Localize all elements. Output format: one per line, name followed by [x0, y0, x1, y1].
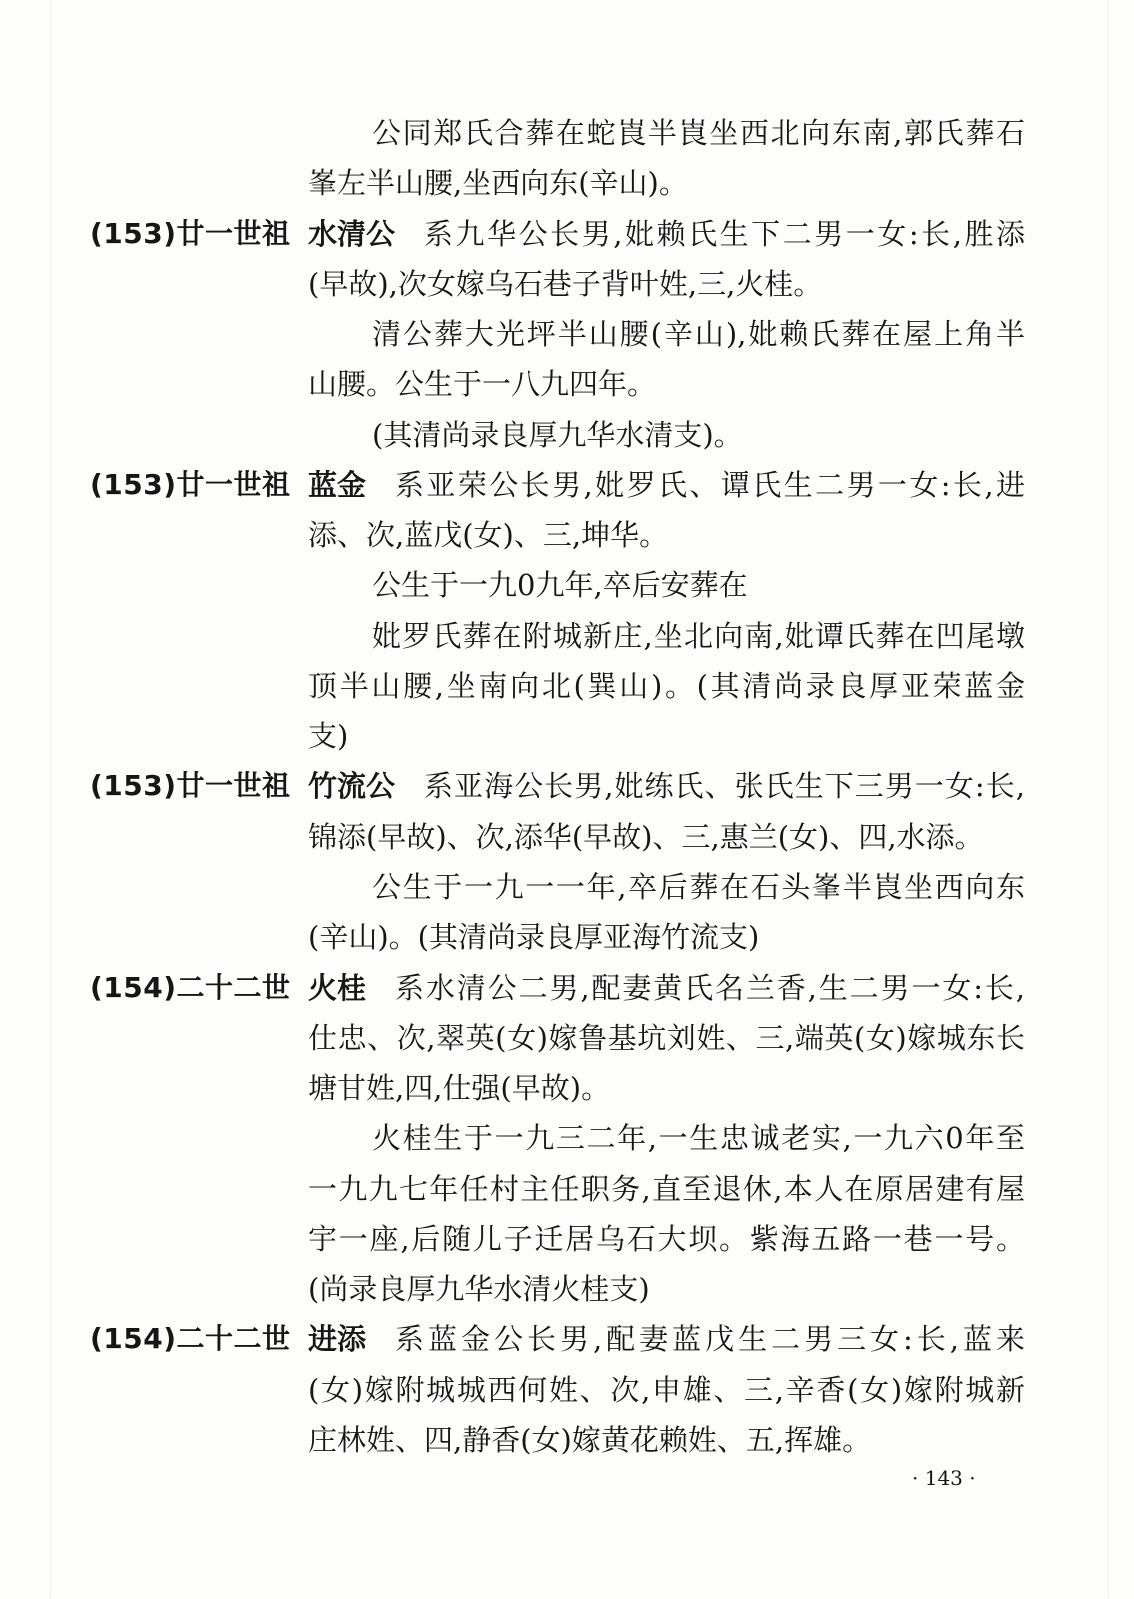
entry-text-line: 锦添(早故)、次,添华(早故)、三,惠兰(女)、四,水添。: [308, 819, 984, 854]
continuation-line: 公同郑氏合葬在蛇崀半崀坐西北向东南,郭氏葬石: [372, 116, 1025, 150]
ancestor-name: 进添: [308, 1322, 367, 1357]
generation-label: (153)廿一世祖: [90, 467, 291, 501]
entry-text-line: 添、次,蓝戊(女)、三,坤华。: [308, 518, 669, 553]
generation-label: (153)廿一世祖: [90, 216, 291, 250]
entry-text-line: 顶半山腰,坐南向北(巽山)。(其清尚录良厚亚荣蓝金: [308, 668, 1025, 703]
entry-text-line: 系水清公二男,配妻黄氏名兰香,生二男一女:长,: [395, 970, 1025, 1005]
entry-text-line: (女)嫁附城城西何姓、次,申雄、三,辛香(女)嫁附城新: [308, 1372, 1025, 1407]
entry-text-line: 山腰。公生于一八九四年。: [308, 367, 657, 402]
entry-text-line: (辛山)。(其清尚录良厚亚海竹流支): [308, 920, 760, 955]
entry-text-line: 系蓝金公长男,配妻蓝戊生二男三女:长,蓝来: [395, 1322, 1025, 1357]
entry-text-line: 清公葬大光坪半山腰(辛山),妣赖氏葬在屋上角半: [372, 317, 1025, 352]
continuation-paragraph: [308, 108, 1025, 209]
entry-text-line: 火桂生于一九三二年,一生忠诚老实,一九六0年至: [372, 1121, 1025, 1156]
genealogy-entry: [90, 963, 1025, 1315]
entry-text-line: 系亚荣公长男,妣罗氏、谭氏生二男一女:长,进: [395, 467, 1025, 502]
entry-heading-line: [90, 761, 1025, 811]
entry-text-line: (尚录良厚九华水清火桂支): [308, 1272, 650, 1307]
entry-text-line: 仕忠、次,翠英(女)嫁鲁基坑刘姓、三,端英(女)嫁城东长: [308, 1020, 1025, 1055]
entry-text-line: 妣罗氏葬在附城新庄,坐北向南,妣谭氏葬在凹尾墩: [372, 618, 1025, 653]
page-number: · 143 ·: [912, 1466, 976, 1490]
genealogy-entry: [90, 209, 1025, 460]
generation-label: (154)二十二世: [90, 970, 291, 1004]
generation-label: (153)廿一世祖: [90, 769, 291, 803]
ancestor-name: 火桂: [308, 970, 367, 1005]
text-column: [90, 108, 1025, 1465]
continuation-line: 峯左半山腰,坐西向东(辛山)。: [308, 166, 688, 201]
genealogy-entry: [90, 460, 1025, 762]
entry-text-line: (其清尚录良厚九华水清支)。: [372, 417, 743, 452]
entry-text-line: (早故),次女嫁乌石巷子背叶姓,三,火桂。: [308, 266, 823, 301]
ancestor-name: 蓝金: [308, 467, 367, 502]
ancestor-name: 竹流公: [308, 769, 396, 804]
genealogy-entry: [90, 1314, 1025, 1465]
entry-text-line: 宇一座,后随儿子迁居乌石大坝。紫海五路一巷一号。: [308, 1221, 1025, 1256]
entry-text-line: 支): [308, 719, 349, 754]
entry-text-line: 一九九七年任村主任职务,直至退休,本人在原居建有屋: [308, 1171, 1025, 1206]
genealogy-entry: [90, 761, 1025, 962]
entry-text-line: 系九华公长男,妣赖氏生下二男一女:长,胜添: [424, 216, 1025, 251]
entry-text-line: 公生于一九一一年,卒后葬在石头峯半崀坐西向东: [372, 869, 1025, 904]
entry-text-line: 庄林姓、四,静香(女)嫁黄花赖姓、五,挥雄。: [308, 1422, 872, 1457]
entry-text-line: 系亚海公长男,妣练氏、张氏生下三男一女:长,: [424, 769, 1025, 804]
scan-edge-right: [1108, 0, 1109, 1599]
entry-heading-line: [90, 209, 1025, 259]
ancestor-name: 水清公: [308, 216, 396, 251]
entry-text-line: 公生于一九0九年,卒后安葬在: [372, 568, 748, 603]
scan-edge-left: [50, 0, 51, 1599]
entry-heading-line: [90, 963, 1025, 1013]
entry-text-line: 塘甘姓,四,仕强(早故)。: [308, 1071, 611, 1106]
entry-heading-line: [90, 460, 1025, 510]
entry-heading-line: [90, 1314, 1025, 1364]
generation-label: (154)二十二世: [90, 1322, 291, 1356]
